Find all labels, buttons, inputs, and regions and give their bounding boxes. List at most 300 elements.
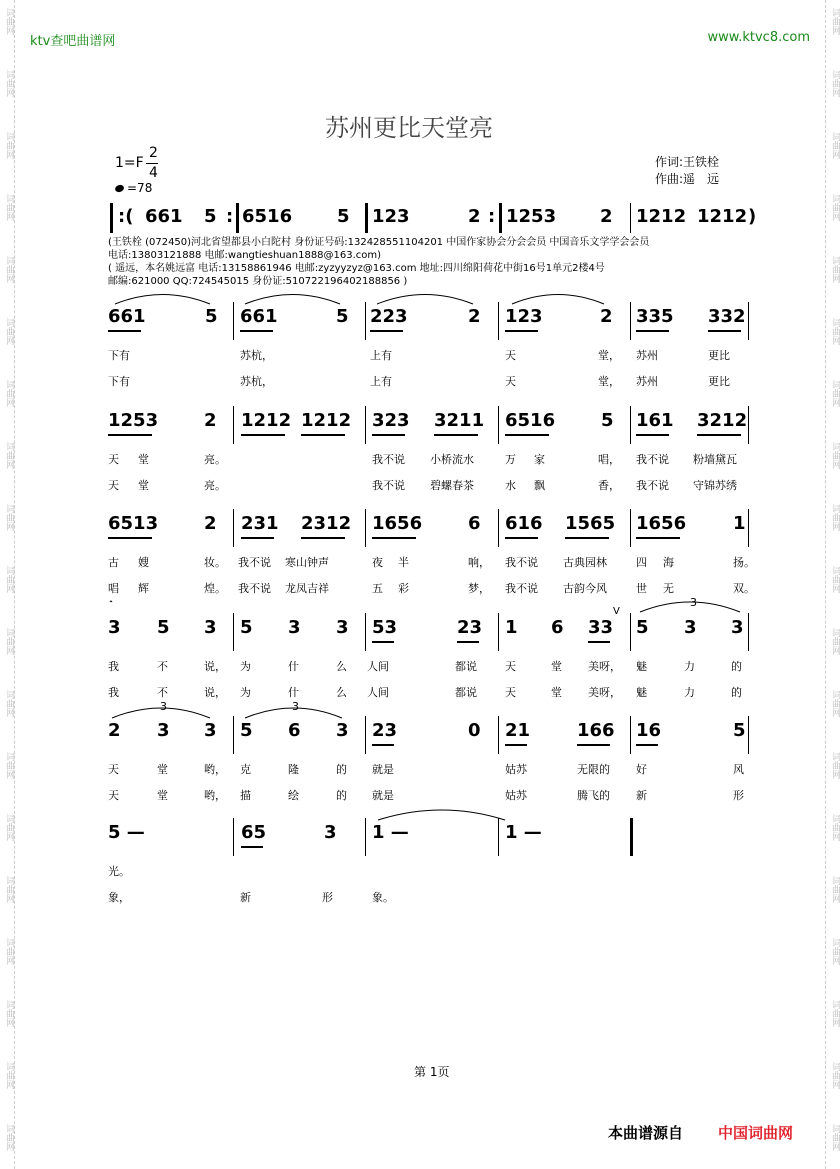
lyric-verse-1: 哟， bbox=[204, 763, 226, 776]
note-underline bbox=[636, 330, 669, 332]
lyric-verse-2: 腾飞的 bbox=[577, 789, 610, 802]
lyric-verse-1: 的 bbox=[731, 660, 742, 673]
note: 0 bbox=[468, 720, 481, 741]
intro-note: 661 bbox=[145, 206, 183, 227]
intro-note: 6516 bbox=[242, 206, 293, 227]
triplet-mark: 3 bbox=[690, 596, 697, 609]
lyric-verse-2: 不 bbox=[157, 686, 168, 699]
page-number: 第 1页 bbox=[414, 1065, 450, 1079]
note: 3212 bbox=[697, 410, 748, 431]
note: 1253 bbox=[108, 410, 159, 431]
note: 5 bbox=[601, 410, 614, 431]
note-underline bbox=[241, 846, 263, 848]
lyric-verse-1: 上有 bbox=[370, 349, 392, 362]
barline bbox=[630, 716, 631, 754]
note: 1212 bbox=[241, 410, 292, 431]
side-watermark-text: 词曲网 bbox=[4, 194, 14, 221]
note: 3 bbox=[324, 822, 337, 843]
note: 2312 bbox=[301, 513, 352, 534]
note: 1 — bbox=[372, 822, 409, 843]
barline bbox=[233, 613, 234, 651]
barline bbox=[498, 302, 499, 340]
lyric-verse-2: 说， bbox=[204, 686, 226, 699]
breath-mark: V bbox=[613, 606, 620, 617]
barline bbox=[498, 406, 499, 444]
side-watermark-text: 词曲网 bbox=[830, 132, 840, 159]
barline bbox=[748, 302, 749, 340]
barline bbox=[498, 716, 499, 754]
barline bbox=[365, 406, 366, 444]
lyric-verse-1: 魅 bbox=[636, 660, 647, 673]
note-underline bbox=[241, 434, 285, 436]
note-underline bbox=[372, 641, 394, 643]
lyric-verse-2: 水 bbox=[505, 479, 516, 492]
lyric-verse-2: 堂 bbox=[551, 686, 562, 699]
lyric-verse-2: 形 bbox=[322, 891, 333, 904]
note: 161 bbox=[636, 410, 674, 431]
side-watermark-text: 词曲网 bbox=[830, 566, 840, 593]
side-watermark-text: 词曲网 bbox=[4, 70, 14, 97]
lyric-verse-1: 天 bbox=[108, 453, 119, 466]
note: 5 bbox=[636, 617, 649, 638]
lyric-verse-1: 四 bbox=[636, 556, 647, 569]
side-watermark-text: 词曲网 bbox=[830, 876, 840, 903]
time-numerator: 2 bbox=[149, 145, 158, 161]
lyric-verse-1: 我不说 bbox=[238, 556, 271, 569]
barline bbox=[748, 406, 749, 444]
barline bbox=[233, 509, 234, 547]
note: 5 bbox=[733, 720, 746, 741]
note-underline bbox=[301, 434, 345, 436]
side-watermark-text: 词曲网 bbox=[4, 938, 14, 965]
lyric-verse-2: 梦， bbox=[468, 582, 490, 595]
lyric-verse-1: 苏州 bbox=[636, 349, 658, 362]
lyric-verse-2: 堂 bbox=[138, 479, 149, 492]
side-watermark-text: 词曲网 bbox=[830, 814, 840, 841]
note: 123 bbox=[505, 306, 543, 327]
lyric-verse-2: 彩 bbox=[398, 582, 409, 595]
side-watermark-text: 词曲网 bbox=[830, 1124, 840, 1151]
site-name-left[interactable]: ktv查吧曲谱网 bbox=[30, 34, 116, 49]
note: 5 bbox=[240, 617, 253, 638]
song-title: 苏州更比天堂亮 bbox=[325, 114, 493, 142]
lyric-verse-1: 堂， bbox=[598, 349, 620, 362]
barline bbox=[365, 818, 366, 856]
side-watermark-text: 词曲网 bbox=[4, 1124, 14, 1151]
note: 3 bbox=[731, 617, 744, 638]
lyric-verse-1: 天 bbox=[505, 349, 516, 362]
lyric-verse-2: 的 bbox=[731, 686, 742, 699]
lyric-verse-2: 苏州 bbox=[636, 375, 658, 388]
lyric-verse-1: 我不说 bbox=[505, 556, 538, 569]
lyric-verse-2: 绘 bbox=[288, 789, 299, 802]
lyricist-credit: 作词:王铁栓 bbox=[655, 155, 720, 169]
lyric-verse-2: 什 bbox=[288, 686, 299, 699]
lyric-verse-1: 下有 bbox=[108, 349, 130, 362]
side-watermark-text: 词曲网 bbox=[830, 1062, 840, 1089]
note: 23 bbox=[457, 617, 483, 638]
note: 6 bbox=[288, 720, 301, 741]
barline bbox=[365, 716, 366, 754]
tempo-mark: =78 bbox=[127, 181, 153, 195]
lyric-verse-2: 辉 bbox=[138, 582, 149, 595]
note: 661 bbox=[108, 306, 146, 327]
barline bbox=[630, 613, 631, 651]
lyric-verse-2: 我不说 bbox=[505, 582, 538, 595]
side-watermark-text: 词曲网 bbox=[830, 256, 840, 283]
side-watermark-text: 词曲网 bbox=[4, 1000, 14, 1027]
note: 6 bbox=[551, 617, 564, 638]
slur-arc bbox=[245, 295, 340, 305]
note: 3 bbox=[108, 617, 121, 638]
lyric-verse-2: 我不说 bbox=[238, 582, 271, 595]
note-underline bbox=[636, 434, 669, 436]
barline bbox=[630, 509, 631, 547]
note: 5 bbox=[336, 306, 349, 327]
lyric-verse-1: 克 bbox=[240, 763, 251, 776]
lyric-verse-1: 隆 bbox=[288, 763, 299, 776]
note: 23 bbox=[372, 720, 398, 741]
lyric-verse-2: 姑苏 bbox=[505, 789, 527, 802]
note-underline bbox=[301, 537, 345, 539]
intro-note: 2 bbox=[600, 206, 613, 227]
lyric-verse-1: 都说 bbox=[455, 660, 477, 673]
note-underline bbox=[108, 537, 152, 539]
lyric-verse-2: 五 bbox=[372, 582, 383, 595]
note: 3 bbox=[204, 617, 217, 638]
side-watermark-text: 词曲网 bbox=[830, 938, 840, 965]
note: 21 bbox=[505, 720, 531, 741]
note: 2 bbox=[204, 513, 217, 534]
barline bbox=[748, 509, 749, 547]
barline bbox=[233, 302, 234, 340]
intro-paren-close: ) bbox=[748, 206, 757, 227]
note: 53 bbox=[372, 617, 398, 638]
side-watermark-text: 词曲网 bbox=[4, 256, 14, 283]
barline bbox=[233, 716, 234, 754]
footer-site-name[interactable]: 中国词曲网 bbox=[718, 1124, 794, 1142]
lyric-verse-1: 我不说 bbox=[372, 453, 405, 466]
lyric-verse-1: 不 bbox=[157, 660, 168, 673]
intro-repeat-open: :( bbox=[118, 206, 134, 227]
site-url-right[interactable]: www.ktvc8.com bbox=[707, 30, 810, 45]
intro-barline bbox=[365, 203, 368, 233]
side-watermark-text: 词曲网 bbox=[830, 194, 840, 221]
lyric-verse-2: 力 bbox=[684, 686, 695, 699]
lyric-verse-2: 都说 bbox=[455, 686, 477, 699]
lyric-verse-1: 堂 bbox=[551, 660, 562, 673]
note: 1 bbox=[505, 617, 518, 638]
lyric-verse-2: 龙凤吉祥 bbox=[285, 582, 329, 595]
barline bbox=[365, 613, 366, 651]
intro-note: 1212 bbox=[697, 206, 748, 227]
intro-barline bbox=[110, 203, 113, 233]
lyric-verse-1: 的 bbox=[336, 763, 347, 776]
note: 65 bbox=[241, 822, 267, 843]
side-watermark-text: 词曲网 bbox=[4, 1062, 14, 1089]
side-watermark-text: 词曲网 bbox=[830, 442, 840, 469]
side-watermark-text: 词曲网 bbox=[4, 876, 14, 903]
note-underline bbox=[108, 434, 152, 436]
lyric-verse-2: 天 bbox=[505, 375, 516, 388]
note: 166 bbox=[577, 720, 615, 741]
lyric-verse-1: 堂 bbox=[138, 453, 149, 466]
lyric-verse-1: 力 bbox=[684, 660, 695, 673]
lyric-verse-2: 形 bbox=[733, 789, 744, 802]
lyric-verse-2: 古韵今风 bbox=[563, 582, 607, 595]
lyric-verse-1: 半 bbox=[398, 556, 409, 569]
composer-contact: ( 遥远，本名姚远富 电话:13158861946 电邮:zyzyyzyz@163.com 地址:四川绵阳荷花中街16号1单元2楼4号 bbox=[108, 263, 605, 274]
lyric-verse-1: 古 bbox=[108, 556, 119, 569]
side-watermark-text: 词曲网 bbox=[830, 318, 840, 345]
note: 2 bbox=[600, 306, 613, 327]
lyric-verse-1: 扬。 bbox=[733, 556, 755, 569]
note: 2 bbox=[108, 720, 121, 741]
lyric-verse-2: 天 bbox=[108, 479, 119, 492]
note: 231 bbox=[241, 513, 279, 534]
side-watermark-text: 词曲网 bbox=[830, 628, 840, 655]
intro-note: 5 bbox=[337, 206, 350, 227]
note: 332 bbox=[708, 306, 746, 327]
side-watermark-text: 词曲网 bbox=[4, 814, 14, 841]
note-underline bbox=[372, 434, 405, 436]
lyric-verse-2: 么 bbox=[336, 686, 347, 699]
note: 335 bbox=[636, 306, 674, 327]
lyric-verse-2: 我不说 bbox=[372, 479, 405, 492]
lyric-verse-2: 天 bbox=[108, 789, 119, 802]
note: 3 bbox=[204, 720, 217, 741]
side-watermark-text: 词曲网 bbox=[4, 690, 14, 717]
lyric-verse-1: 美呀， bbox=[588, 660, 621, 673]
note: 661 bbox=[240, 306, 278, 327]
intro-note: 123 bbox=[372, 206, 410, 227]
side-watermark-text: 词曲网 bbox=[4, 566, 14, 593]
lyric-verse-2: 唱 bbox=[108, 582, 119, 595]
lyric-verse-1: 天 bbox=[505, 660, 516, 673]
side-watermark-text: 词曲网 bbox=[4, 380, 14, 407]
note-underline bbox=[241, 537, 274, 539]
lyric-verse-2: 下有 bbox=[108, 375, 130, 388]
note: 5 — bbox=[108, 822, 145, 843]
note-underline bbox=[505, 537, 538, 539]
lyric-verse-1: 粉墙黛瓦 bbox=[693, 453, 737, 466]
lyric-verse-2: 象。 bbox=[372, 891, 394, 904]
lyric-verse-1: 说， bbox=[204, 660, 226, 673]
lyric-verse-2: 堂 bbox=[157, 789, 168, 802]
lyric-verse-1: 天 bbox=[108, 763, 119, 776]
note-underline bbox=[505, 330, 538, 332]
lyric-verse-2: 无 bbox=[663, 582, 674, 595]
lyricist-contact-2: 电话:13803121888 电邮:wangtieshuan1888@163.com) bbox=[108, 250, 382, 261]
side-watermark-text: 词曲网 bbox=[4, 752, 14, 779]
note-underline bbox=[240, 330, 273, 332]
side-watermark-text: 词曲网 bbox=[4, 318, 14, 345]
note-underline bbox=[697, 434, 741, 436]
intro-repeat-close: : bbox=[488, 206, 496, 227]
lyric-verse-1: 好 bbox=[636, 763, 647, 776]
lyric-verse-1: 更比 bbox=[708, 349, 730, 362]
lyric-verse-2: 象， bbox=[108, 891, 130, 904]
lyric-verse-2: 新 bbox=[240, 891, 251, 904]
lyric-verse-1: 寒山钟声 bbox=[285, 556, 329, 569]
lyric-verse-2: 苏杭， bbox=[240, 375, 273, 388]
note-underline bbox=[108, 330, 141, 332]
lyric-verse-2: 煌。 bbox=[204, 582, 226, 595]
intro-note: 1212 bbox=[636, 206, 687, 227]
lyric-verse-2: 新 bbox=[636, 789, 647, 802]
lyric-verse-2: 描 bbox=[240, 789, 251, 802]
lyric-verse-1: 为 bbox=[240, 660, 251, 673]
lyric-verse-1: 万 bbox=[505, 453, 516, 466]
note-underline bbox=[588, 641, 610, 643]
barline bbox=[748, 613, 749, 651]
lyric-verse-1: 嫂 bbox=[138, 556, 149, 569]
quarter-note-icon bbox=[114, 184, 125, 194]
lyric-verse-1: 小桥流水 bbox=[430, 453, 474, 466]
note: 616 bbox=[505, 513, 543, 534]
barline bbox=[498, 613, 499, 651]
note-underline bbox=[636, 537, 680, 539]
lyric-verse-1: 什 bbox=[288, 660, 299, 673]
lyric-verse-2: 为 bbox=[240, 686, 251, 699]
side-watermark-text: 词曲网 bbox=[4, 628, 14, 655]
lyric-verse-2: 飘 bbox=[534, 479, 545, 492]
lyric-verse-2: 天 bbox=[505, 686, 516, 699]
lyric-verse-2: 更比 bbox=[708, 375, 730, 388]
barline bbox=[233, 818, 234, 856]
footer-source-label: 本曲谱源自 bbox=[608, 1124, 684, 1142]
lyric-verse-1: 家 bbox=[534, 453, 545, 466]
note: 3 bbox=[336, 720, 349, 741]
lyric-verse-2: 人间 bbox=[367, 686, 389, 699]
lyric-verse-1: 堂 bbox=[157, 763, 168, 776]
composer-credit: 作曲:遥 远 bbox=[655, 172, 720, 186]
note-underline bbox=[372, 537, 416, 539]
lyric-verse-2: 碧螺春茶 bbox=[430, 479, 474, 492]
composer-contact-2: 邮编:621000 QQ:724545015 身份证:510722196402188856 ) bbox=[108, 276, 408, 287]
note: 1 — bbox=[505, 822, 542, 843]
note: 6513 bbox=[108, 513, 159, 534]
note-underline bbox=[505, 744, 527, 746]
note: 1212 bbox=[301, 410, 352, 431]
note-underline bbox=[434, 434, 478, 436]
intro-barline bbox=[236, 203, 239, 233]
side-watermark-text: 词曲网 bbox=[830, 1000, 840, 1027]
note: 5 bbox=[205, 306, 218, 327]
lyric-verse-2: 我 bbox=[108, 686, 119, 699]
intro-repeat-close: : bbox=[226, 206, 234, 227]
note: 5 bbox=[240, 720, 253, 741]
note: 1565 bbox=[565, 513, 616, 534]
key-signature: 1=F bbox=[115, 155, 144, 171]
lyric-verse-2: 亮。 bbox=[204, 479, 226, 492]
lyric-verse-1: 海 bbox=[663, 556, 674, 569]
barline bbox=[630, 302, 631, 340]
lyric-verse-1: 唱， bbox=[598, 453, 620, 466]
barline bbox=[498, 509, 499, 547]
lyric-verse-2: 我不说 bbox=[636, 479, 669, 492]
note: 6516 bbox=[505, 410, 556, 431]
note: 223 bbox=[370, 306, 408, 327]
note: 3 bbox=[684, 617, 697, 638]
side-watermark-text: 词曲网 bbox=[4, 442, 14, 469]
lyric-verse-2: 魅 bbox=[636, 686, 647, 699]
time-denominator: 4 bbox=[149, 165, 158, 181]
lyric-verse-1: 就是 bbox=[372, 763, 394, 776]
note: 3 bbox=[336, 617, 349, 638]
note: 5 bbox=[157, 617, 170, 638]
note-underline bbox=[565, 537, 609, 539]
note-underline bbox=[372, 744, 394, 746]
lyricist-contact: (王铁栓 (072450)河北省望都县小白陀村 身份证号码:132428551104201 中国作家协会分会会员 中国音乐文学学会会员 bbox=[108, 237, 650, 248]
slur-arc bbox=[512, 295, 604, 305]
barline bbox=[630, 406, 631, 444]
side-watermark-text: 词曲网 bbox=[4, 8, 14, 35]
lyric-verse-1: 么 bbox=[336, 660, 347, 673]
note-underline bbox=[370, 330, 403, 332]
barline bbox=[498, 818, 499, 856]
lyric-verse-2: 双。 bbox=[733, 582, 755, 595]
slur-arc bbox=[377, 295, 473, 305]
intro-note: 2 bbox=[468, 206, 481, 227]
lyric-verse-1: 夜 bbox=[372, 556, 383, 569]
note: 6 bbox=[468, 513, 481, 534]
lyric-verse-2: 美呀， bbox=[588, 686, 621, 699]
lyric-verse-1: 风 bbox=[733, 763, 744, 776]
slur-arc bbox=[378, 810, 505, 820]
final-barline bbox=[630, 818, 633, 856]
lyric-verse-1: 妆。 bbox=[204, 556, 226, 569]
note-underline bbox=[636, 744, 658, 746]
barline bbox=[365, 509, 366, 547]
lyric-verse-1: 响， bbox=[468, 556, 490, 569]
intro-note: 1253 bbox=[506, 206, 557, 227]
lyric-verse-1: 苏杭， bbox=[240, 349, 273, 362]
lyric-verse-1: 我不说 bbox=[636, 453, 669, 466]
intro-note: 5 bbox=[204, 206, 217, 227]
note: 16 bbox=[636, 720, 662, 741]
side-watermark-text: 词曲网 bbox=[830, 504, 840, 531]
lyric-verse-1: 人间 bbox=[367, 660, 389, 673]
lyric-verse-2: 上有 bbox=[370, 375, 392, 388]
lyric-verse-2: 香， bbox=[598, 479, 620, 492]
note: 1656 bbox=[372, 513, 423, 534]
lyric-verse-1: 姑苏 bbox=[505, 763, 527, 776]
lyric-verse-1: 我 bbox=[108, 660, 119, 673]
note: 3 bbox=[157, 720, 170, 741]
time-divider bbox=[146, 163, 158, 164]
intro-barline bbox=[499, 203, 502, 233]
triplet-mark: 3 bbox=[160, 700, 167, 713]
lyric-verse-2: 哟， bbox=[204, 789, 226, 802]
side-watermark-text: 词曲网 bbox=[830, 70, 840, 97]
lyric-verse-1: 无限的 bbox=[577, 763, 610, 776]
note: 2 bbox=[468, 306, 481, 327]
lyric-verse-2: 世 bbox=[636, 582, 647, 595]
lyric-verse-1: 光。 bbox=[108, 865, 130, 878]
side-watermark-text: 词曲网 bbox=[830, 8, 840, 35]
slur-arc bbox=[115, 295, 210, 305]
triplet-mark: 3 bbox=[292, 700, 299, 713]
note-underline bbox=[577, 744, 610, 746]
note: 33 bbox=[588, 617, 614, 638]
intro-barline bbox=[630, 203, 631, 233]
note: 3211 bbox=[434, 410, 485, 431]
note-underline bbox=[457, 641, 479, 643]
lyric-verse-2: 堂， bbox=[598, 375, 620, 388]
lyric-verse-2: 守锦苏绣 bbox=[693, 479, 737, 492]
side-watermark-text: 词曲网 bbox=[830, 752, 840, 779]
